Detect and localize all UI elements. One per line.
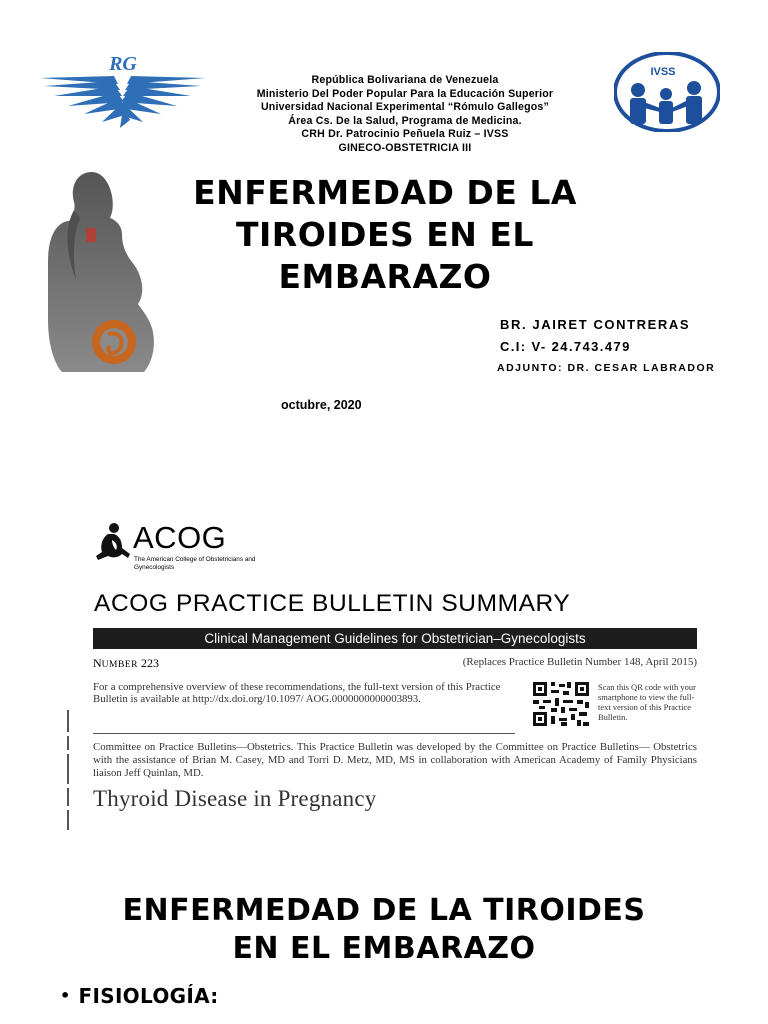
acog-acronym: ACOG [133,520,227,555]
institution-line: Área Cs. De la Salud, Programa de Medicina. [288,114,522,127]
main-title-line: ENFERMEDAD DE LA [193,173,577,212]
bulletin-number-label: UMBER [101,660,138,670]
section-title-line: EN EL EMBARAZO [232,931,536,966]
bulletin-title: ACOG PRACTICE BULLETIN SUMMARY [94,590,571,617]
university-logo-icon [40,48,205,128]
ivss-logo-text: IVSS [650,66,676,78]
university-logo [40,48,205,128]
ivss-family-icon [614,52,720,132]
vertical-margin-text [64,710,72,830]
ivss-logo [614,52,720,132]
qr-note: Scan this QR code with your smartphone to view the full-text version of this Practice Bulletin. [598,682,696,722]
pregnant-woman-silhouette [42,170,157,372]
author-id: C.I: V- 24.743.479 [500,339,631,354]
committee-note: Committee on Practice Bulletins—Obstetrics. This Practice Bulletin was developed by the Committee on Practice Bulletins— Obstetrics with the assistance of Brian M. Casey, MD and Torri D. Metz, MD, MS in collaboration with American Academy of Family Physicians liaison Jeff Quinlan, MD. [93,741,697,779]
university-logo-text: RG [109,53,137,75]
fulltext-note: For a comprehensive overview of these recommendations, the full-text version of this Practice Bulletin is available at http://dx.doi.org/10.1097/ AOG.0000000000003893. [93,681,501,705]
institution-line: República Bolivariana de Venezuela [311,74,499,86]
section-title-line: ENFERMEDAD DE LA TIROIDES [122,893,646,928]
bulletin-number [93,656,159,671]
presentation-date: octubre, 2020 [281,398,362,412]
section-title [40,892,728,968]
institution-line: Ministerio Del Poder Popular Para la Educación Superior [256,87,554,100]
bullet-text: FISIOLOGÍA: [78,984,219,1008]
bulletin-replaces: (Replaces Practice Bulletin Number 148, April 2015) [462,656,697,668]
pregnant-silhouette-icon [42,170,157,372]
institution-line: CRH Dr. Patrocinio Peñuela Ruiz – IVSS [301,128,509,141]
institution-line: Universidad Nacional Experimental “Rómulo Gallegos” [260,101,550,114]
author-name: BR. JAIRET CONTRERAS [500,317,691,332]
truncated-text-line [93,820,697,825]
bullet-dot-icon: • [60,986,71,1005]
guideline-bar: Clinical Management Guidelines for Obstetrician–Gynecologists [93,628,697,649]
bullet-item [60,984,219,1008]
institution-line: GINECO-OBSTETRICIA III [338,141,472,154]
main-title-line: TIROIDES EN EL [236,215,534,254]
acog-figure-icon [92,520,132,564]
bulletin-number-value: 223 [140,656,159,670]
acog-full-name: The American College of Obstetricians and Gynecologists [134,556,256,571]
qr-code[interactable] [531,680,591,728]
bulletin-number-prefix: N [93,656,102,670]
author-block [497,314,760,378]
advisor: ADJUNTO: DR. CESAR LABRADOR [497,362,716,374]
qr-code-icon [531,680,591,728]
institution-header [205,74,605,156]
main-title-line: EMBARAZO [278,257,492,296]
main-title [160,172,610,298]
bulletin-topic: Thyroid Disease in Pregnancy [93,786,377,811]
divider [93,733,515,734]
